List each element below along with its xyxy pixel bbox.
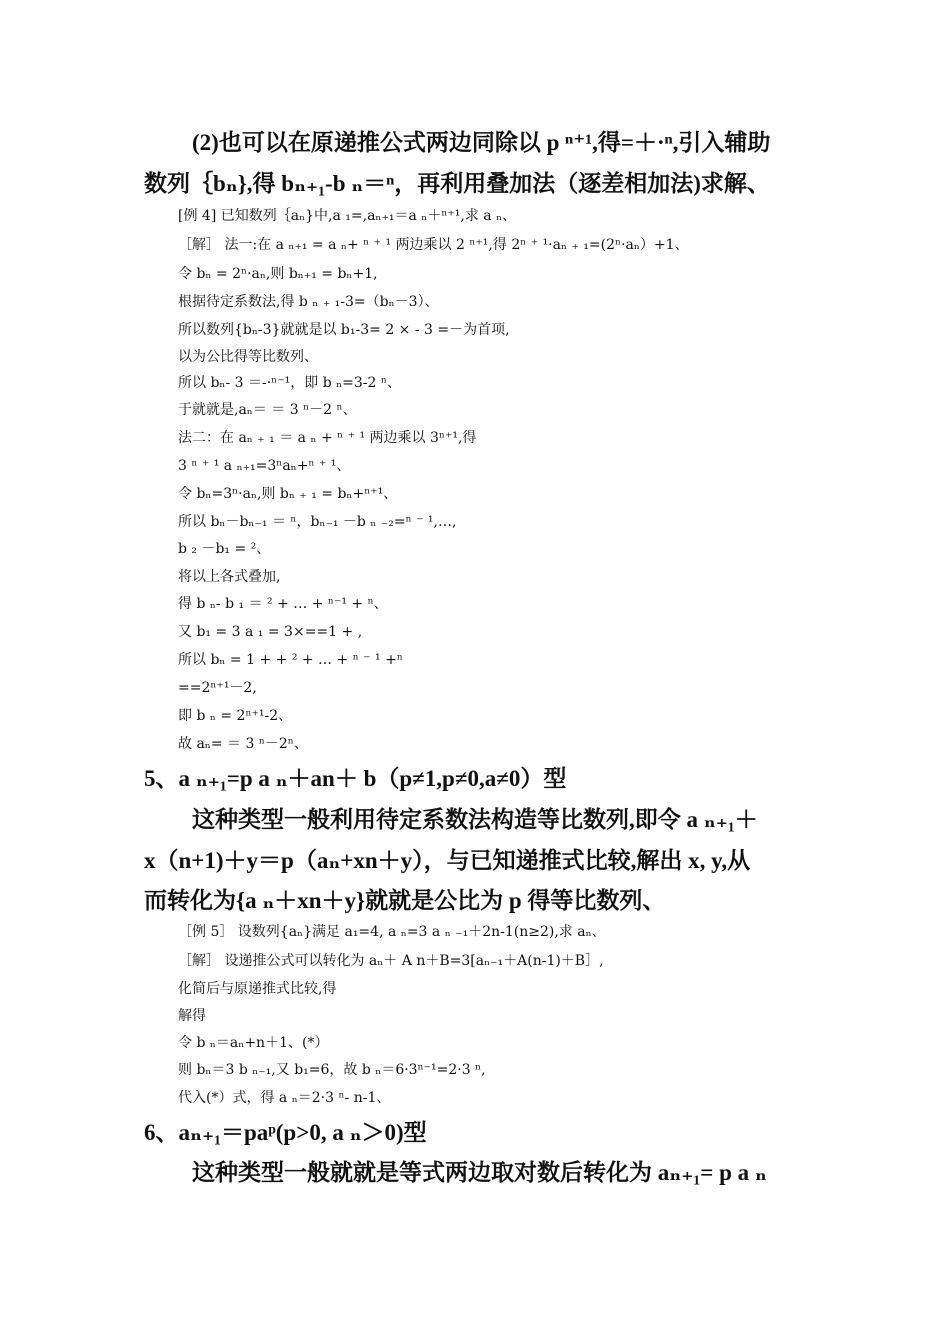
text-line: (2)也可以在原递推公式两边同除以 p ⁿ⁺¹,得=＋·ⁿ,引入辅助 [192, 130, 771, 155]
text-line: 这种类型一般就就是等式两边取对数后转化为 aₙ₊₁= p a ₙ [192, 1160, 767, 1185]
text-line: ==2ⁿ⁺¹－2, [178, 680, 257, 696]
section-heading: 6、aₙ₊₁＝paᵖ(p>0, a ₙ＞0)型 [144, 1120, 427, 1145]
text-line: 故 aₙ= ＝ 3 ⁿ－2ⁿ、 [178, 736, 308, 752]
text-line: 得 b ₙ- b ₁ ＝ ² + … + ⁿ⁻¹ + ⁿ、 [178, 596, 388, 612]
text-line: 所以 bₙ = 1 + + ² + … + ⁿ ⁻ ¹ +ⁿ [178, 652, 403, 668]
text-line: 3 ⁿ ⁺ ¹ a ₙ₊₁=3ⁿaₙ+ⁿ ⁺ ¹、 [178, 458, 351, 474]
text-line: b ₂ －b₁ = ²、 [178, 541, 271, 557]
text-line: ［解］ 设递推公式可以转化为 aₙ＋ A n＋B=3[aₙ₋₁＋A(n-1)＋B］, [178, 953, 604, 969]
text-line: 化简后与原递推式比较,得 [178, 981, 337, 997]
text-line: ［例 5］ 设数列{aₙ}满足 a₁=4, a ₙ=3 a ₙ ₋₁＋2n-1(n≥2),求 aₙ、 [178, 924, 606, 940]
text-line: 所以 bₙ－bₙ₋₁ ＝ ⁿ，bₙ₋₁ －b ₙ ₋₂=ⁿ ⁻ ¹,…, [178, 514, 457, 530]
text-line: x（n+1)＋y＝p（aₙ+xn＋y），与已知递推式比较,解出 x, y,从 [144, 848, 751, 873]
text-line: 令 b ₙ＝aₙ+n＋1、(*） [178, 1035, 329, 1051]
text-line: ［解］ 法一:在 a ₙ₊₁ = a ₙ+ ⁿ ⁺ ¹ 两边乘以 2 ⁿ⁺¹,得 2ⁿ ⁺ ¹·aₙ ₊ ₁=(2ⁿ·aₙ）+1、 [178, 237, 689, 253]
text-line: 以为公比得等比数列、 [178, 349, 318, 365]
text-line: 解得 [178, 1008, 206, 1024]
text-line: 令 bₙ = 2ⁿ·aₙ,则 bₙ₊₁ = bₙ+1, [178, 266, 378, 282]
text-line: 则 bₙ＝3 b ₙ₋₁,又 b₁=6，故 b ₙ＝6·3ⁿ⁻¹=2·3 ⁿ, [178, 1062, 486, 1078]
text-line: 法二：在 aₙ ₊ ₁ ＝ a ₙ + ⁿ ⁺ ¹ 两边乘以 3ⁿ⁺¹,得 [178, 430, 477, 446]
text-line: 所以 bₙ- 3 ＝-·ⁿ⁻¹，即 b ₙ=3-2 ⁿ、 [178, 375, 401, 391]
text-line: 所以数列{bₙ-3}就就是以 b₁-3= 2 × - 3 =－为首项, [178, 322, 510, 338]
text-line: 于就就是,aₙ＝ ＝ 3 ⁿ－2 ⁿ、 [178, 402, 357, 418]
text-line: 即 b ₙ = 2ⁿ⁺¹-2、 [178, 708, 293, 724]
text-line: 数列｛bₙ},得 bₙ₊₁-b ₙ＝ⁿ，再利用叠加法（逐差相加法)求解、 [144, 171, 770, 196]
text-line: 将以上各式叠加, [178, 569, 281, 585]
section-heading: 5、a ₙ₊₁=p a ₙ＋an＋ b（p≠1,p≠0,a≠0）型 [144, 766, 567, 791]
text-line: [例 4] 已知数列｛aₙ}中,a ₁=,aₙ₊₁＝a ₙ＋ⁿ⁺¹,求 a ₙ、 [178, 208, 517, 224]
text-line: 而转化为{a ₙ＋xn＋y}就就是公比为 p 得等比数列、 [144, 888, 666, 913]
text-line: 根据待定系数法,得 b ₙ ₊ ₁-3=（bₙ－3）、 [178, 294, 439, 310]
text-line: 代入(*）式，得 a ₙ＝2·3 ⁿ- n-1、 [178, 1090, 391, 1106]
text-line: 令 bₙ=3ⁿ·aₙ,则 bₙ ₊ ₁ = bₙ+ⁿ⁺¹、 [178, 486, 398, 502]
text-line: 又 b₁ = 3 a ₁ = 3×==1 + , [178, 624, 363, 640]
text-line: 这种类型一般利用待定系数法构造等比数列,即令 a ₙ₊₁＋ [192, 807, 758, 832]
